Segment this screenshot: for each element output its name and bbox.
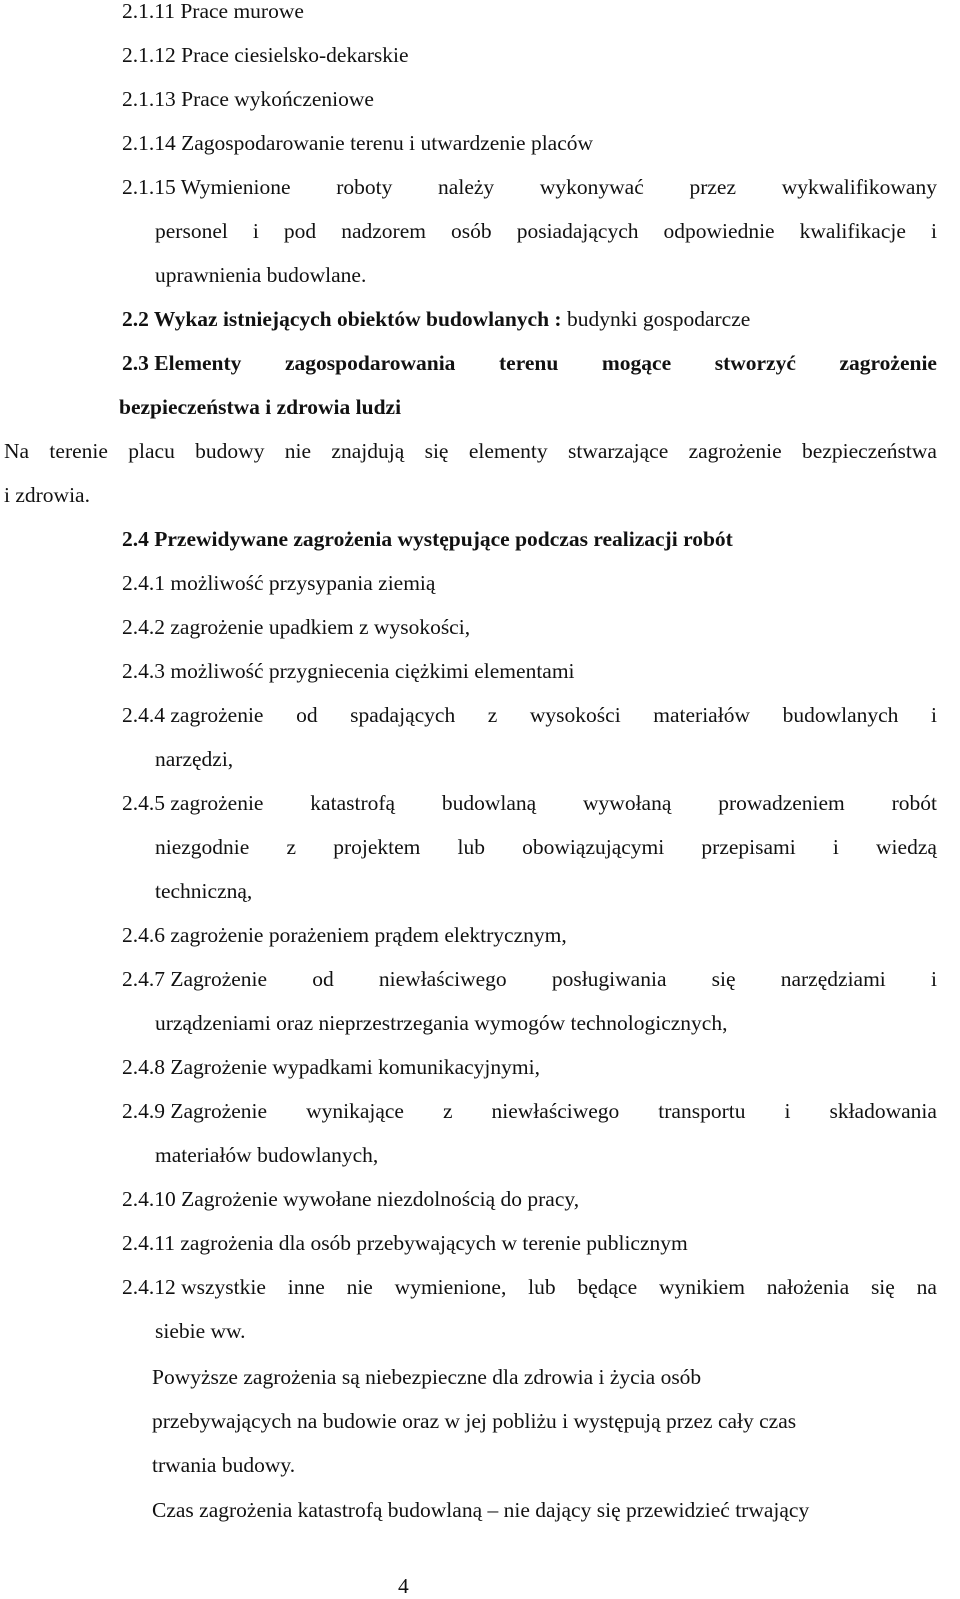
list-item-2-4-4-line1: 2.4.4 zagrożenie od spadających z wysokości materiałów budowlanych i xyxy=(122,703,937,727)
list-item-2-4-4-line2: narzędzi, xyxy=(155,747,234,771)
section-heading-2-3-line1: 2.3 Elementy zagospodarowania terenu mogące stworzyć zagrożenie xyxy=(122,351,937,375)
list-item-2-4-9-line2: materiałów budowlanych, xyxy=(155,1143,379,1167)
closing-paragraph-line: przebywających na budowie oraz w jej pobliżu i występują przez cały czas xyxy=(152,1409,797,1433)
section-2-2-value: budynki gospodarcze xyxy=(566,307,751,331)
list-item-2-4-12-line1: 2.4.12 wszystkie inne nie wymienione, lub będące wynikiem nałożenia się na xyxy=(122,1275,937,1299)
list-item-2-1-15-line1: 2.1.15 Wymienione roboty należy wykonywać przez wykwalifikowany xyxy=(122,175,937,199)
list-item: 2.1.12 Prace ciesielsko-dekarskie xyxy=(122,43,409,67)
list-item: 2.4.10 Zagrożenie wywołane niezdolnością do pracy, xyxy=(122,1187,580,1211)
list-item: 2.4.11 zagrożenia dla osób przebywających w terenie publicznym xyxy=(122,1231,688,1255)
list-item: 2.1.13 Prace wykończeniowe xyxy=(122,87,374,111)
closing-paragraph-line: trwania budowy. xyxy=(152,1453,296,1477)
list-item: 2.4.6 zagrożenie porażeniem prądem elektrycznym, xyxy=(122,923,567,947)
list-item-2-4-5-line3: techniczną, xyxy=(155,879,253,903)
list-item: 2.1.11 Prace murowe xyxy=(122,0,304,23)
page-number: 4 xyxy=(398,1574,409,1598)
list-item-2-1-15-line3: uprawnienia budowlane. xyxy=(155,263,367,287)
list-item-2-4-5-line2: niezgodnie z projektem lub obowiązującymi przepisami i wiedzą xyxy=(155,835,937,859)
closing-paragraph-line: Czas zagrożenia katastrofą budowlaną – nie dający się przewidzieć trwający xyxy=(152,1498,810,1522)
list-item: 2.4.3 możliwość przygniecenia ciężkimi elementami xyxy=(122,659,575,683)
list-item: 2.4.1 możliwość przysypania ziemią xyxy=(122,571,436,595)
list-item: 2.1.14 Zagospodarowanie terenu i utwardzenie placów xyxy=(122,131,594,155)
list-item-2-4-7-line2: urządzeniami oraz nieprzestrzegania wymogów technologicznych, xyxy=(155,1011,728,1035)
section-heading-2-2: 2.2 Wykaz istniejących obiektów budowlanych : budynki gospodarcze xyxy=(122,307,751,331)
section-heading-2-4: 2.4 Przewidywane zagrożenia występujące podczas realizacji robót xyxy=(122,527,733,551)
list-item-2-4-7-line1: 2.4.7 Zagrożenie od niewłaściwego posługiwania się narzędziami i xyxy=(122,967,937,991)
list-item-2-4-12-line2: siebie ww. xyxy=(155,1319,246,1343)
list-item-2-4-9-line1: 2.4.9 Zagrożenie wynikające z niewłaściwego transportu i składowania xyxy=(122,1099,937,1123)
list-item: 2.4.8 Zagrożenie wypadkami komunikacyjnymi, xyxy=(122,1055,540,1079)
closing-paragraph-line: Powyższe zagrożenia są niebezpieczne dla zdrowia i życia osób xyxy=(152,1365,702,1389)
section-heading-2-3-line2: bezpieczeństwa i zdrowia ludzi xyxy=(119,395,402,419)
list-item-2-4-5-line1: 2.4.5 zagrożenie katastrofą budowlaną wywołaną prowadzeniem robót xyxy=(122,791,937,815)
paragraph-2-3-line2: i zdrowia. xyxy=(4,483,90,507)
paragraph-2-3-line1: Na terenie placu budowy nie znajdują się elementy stwarzające zagrożenie bezpieczeństwa xyxy=(4,439,937,463)
list-item: 2.4.2 zagrożenie upadkiem z wysokości, xyxy=(122,615,471,639)
list-item-2-1-15-line2: personel i pod nadzorem osób posiadających odpowiednie kwalifikacje i xyxy=(155,219,937,243)
